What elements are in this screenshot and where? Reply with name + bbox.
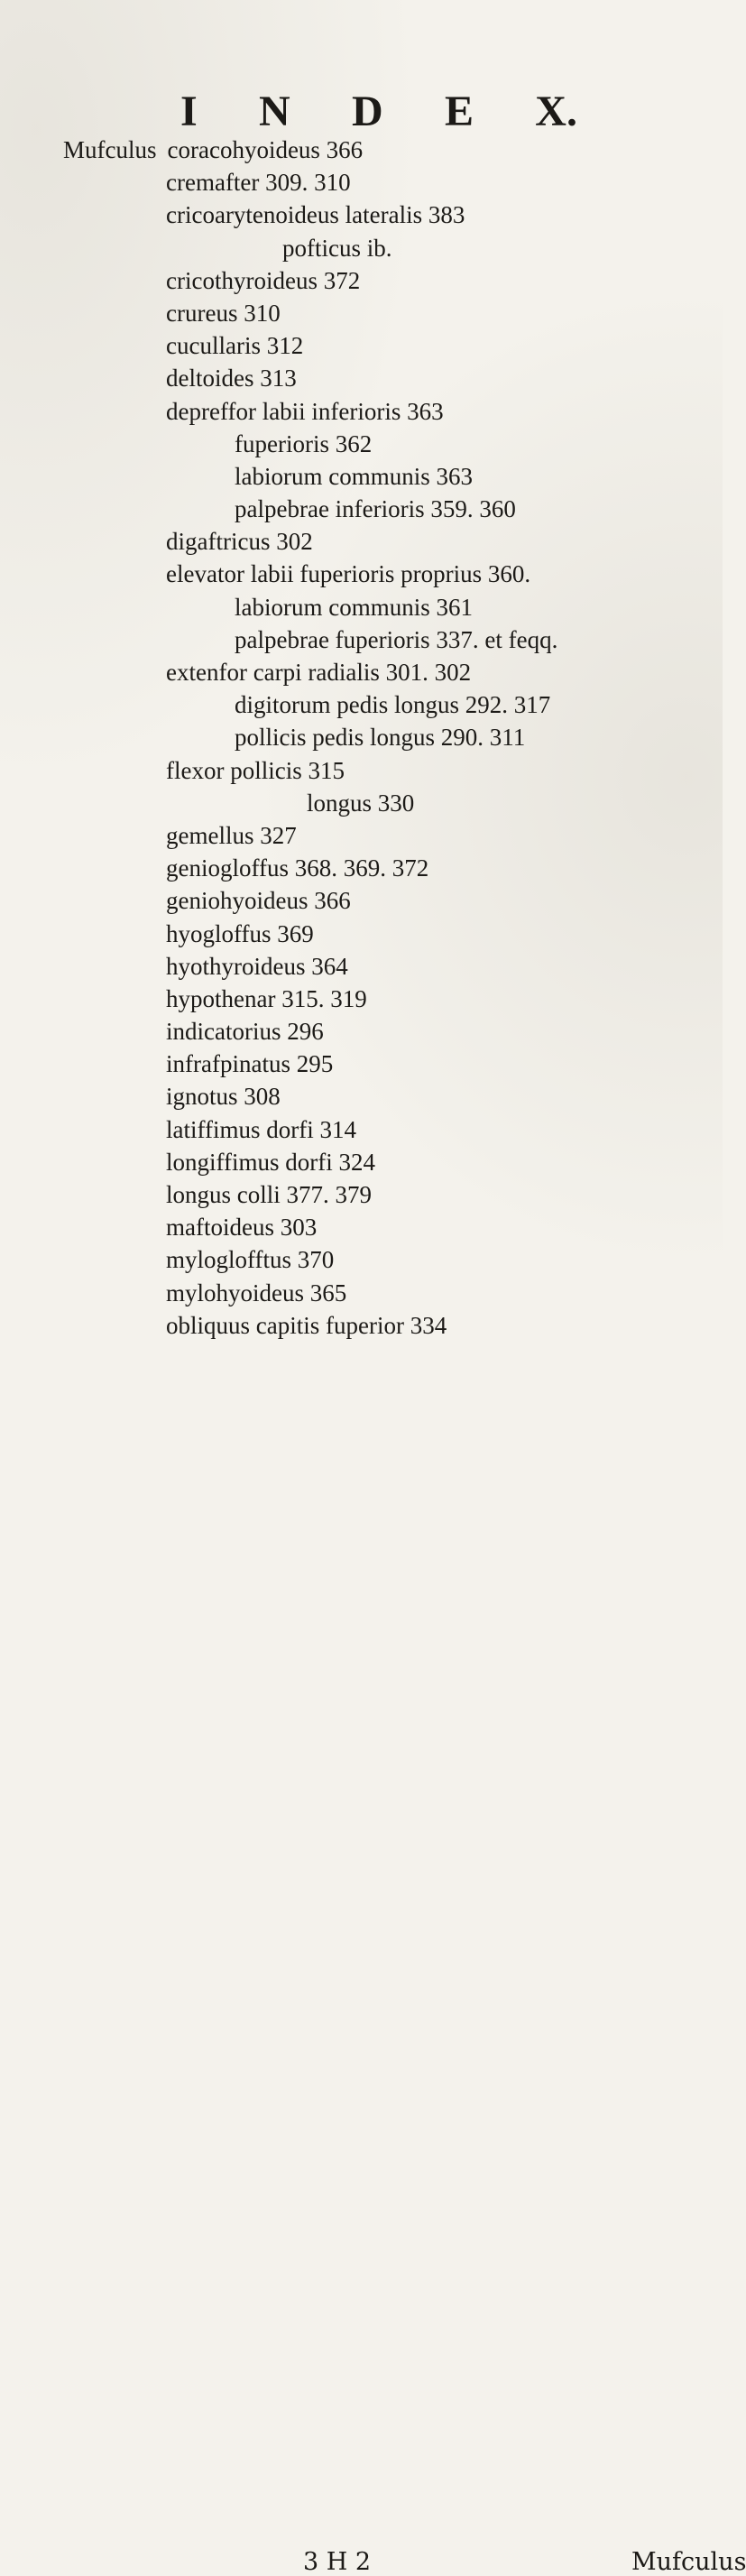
lead-word: Mufculus	[63, 136, 157, 163]
index-entry	[0, 656, 723, 688]
entry-text: pofticus ib.	[282, 234, 392, 262]
index-entry	[0, 329, 723, 362]
heading-letter: D	[351, 88, 383, 135]
index-entry	[0, 1146, 723, 1178]
entry-text: hypothenar 315. 319	[166, 984, 367, 1012]
index-entry	[0, 591, 723, 623]
entry-text: palpebrae inferioris 359. 360	[235, 495, 516, 523]
entry-text: cremafter 309. 310	[166, 169, 351, 197]
index-entry	[0, 950, 723, 983]
entry-text: cricoarytenoideus lateralis 383	[166, 201, 465, 229]
index-entry	[0, 525, 723, 558]
entry-text: depreffor labii inferioris 363	[166, 397, 444, 425]
signature-mark: 3 H 2	[303, 2548, 372, 2576]
entry-text: crureus 310	[166, 299, 281, 327]
index-entry	[0, 1211, 723, 1243]
index-entry	[0, 1015, 723, 1048]
index-entry	[0, 134, 723, 166]
entry-text: maftoideus 303	[166, 1214, 318, 1242]
entry-text: pollicis pedis longus 290. 311	[235, 724, 526, 752]
entry-text: coracohyoideus 366	[167, 136, 364, 163]
entry-text: longiffimus dorfi 324	[166, 1148, 375, 1176]
entry-text: obliquus capitis fuperior 334	[166, 1311, 447, 1339]
index-entry	[0, 232, 723, 264]
entry-text: longus 330	[307, 789, 415, 817]
index-entry	[0, 1048, 723, 1080]
entry-text: indicatorius 296	[166, 1018, 324, 1046]
entry-text: digaftricus 302	[166, 528, 313, 556]
index-entry	[0, 493, 723, 525]
index-entry	[0, 362, 723, 394]
index-entry	[0, 460, 723, 493]
index-entry	[0, 688, 723, 721]
index-entry	[0, 166, 723, 199]
index-entry	[0, 623, 723, 656]
index-entry	[0, 264, 723, 297]
index-entry	[0, 1113, 723, 1146]
entry-text: flexor pollicis 315	[166, 756, 345, 784]
entry-text: hyogloffus 369	[166, 919, 314, 947]
index-entries	[0, 134, 723, 1342]
entry-text: deltoides 313	[166, 365, 297, 392]
entry-text: myloglofftus 370	[166, 1246, 335, 1274]
heading-letter: N	[259, 88, 290, 135]
index-entry	[0, 918, 723, 950]
heading-letter: X.	[535, 88, 577, 135]
catchword: Mufculus	[631, 2548, 746, 2576]
entry-text: latiffimus dorfi 314	[166, 1115, 356, 1143]
entry-text: labiorum communis 363	[235, 462, 473, 490]
entry-text: hyothyroideus 364	[166, 952, 348, 980]
index-entry	[0, 721, 723, 753]
index-entry	[0, 428, 723, 460]
index-entry	[0, 1080, 723, 1113]
index-entry	[0, 819, 723, 852]
entry-text: mylohyoideus 365	[166, 1279, 347, 1306]
entry-text: geniohyoideus 366	[166, 887, 351, 915]
index-entry	[0, 1309, 723, 1342]
index-entry	[0, 1178, 723, 1211]
entry-text: cucullaris 312	[166, 332, 304, 360]
index-entry	[0, 884, 723, 917]
index-entry	[0, 852, 723, 884]
index-entry	[0, 754, 723, 787]
heading-letter: I	[180, 88, 198, 135]
entry-text: ignotus 308	[166, 1083, 281, 1111]
index-entry	[0, 983, 723, 1015]
index-entry	[0, 395, 723, 428]
index-heading	[180, 87, 577, 136]
index-entry	[0, 787, 723, 819]
index-entry	[0, 1243, 723, 1276]
index-entry	[0, 558, 723, 590]
entry-text: palpebrae fuperioris 337. et feqq.	[235, 625, 558, 653]
heading-letter: E	[444, 88, 474, 135]
index-entry	[0, 297, 723, 329]
entry-text: digitorum pedis longus 292. 317	[235, 691, 551, 719]
entry-text: extenfor carpi radialis 301. 302	[166, 659, 472, 686]
entry-text: fuperioris 362	[235, 429, 373, 457]
entry-text: geniogloffus 368. 369. 372	[166, 854, 429, 882]
index-entry	[0, 199, 723, 231]
entry-text: labiorum communis 361	[235, 593, 473, 621]
entry-text: elevator labii fuperioris proprius 360.	[166, 560, 531, 588]
entry-text: cricothyroideus 372	[166, 266, 361, 294]
entry-text: gemellus 327	[166, 821, 297, 849]
entry-text: infrafpinatus 295	[166, 1050, 334, 1078]
entry-text: longus colli 377. 379	[166, 1181, 372, 1208]
